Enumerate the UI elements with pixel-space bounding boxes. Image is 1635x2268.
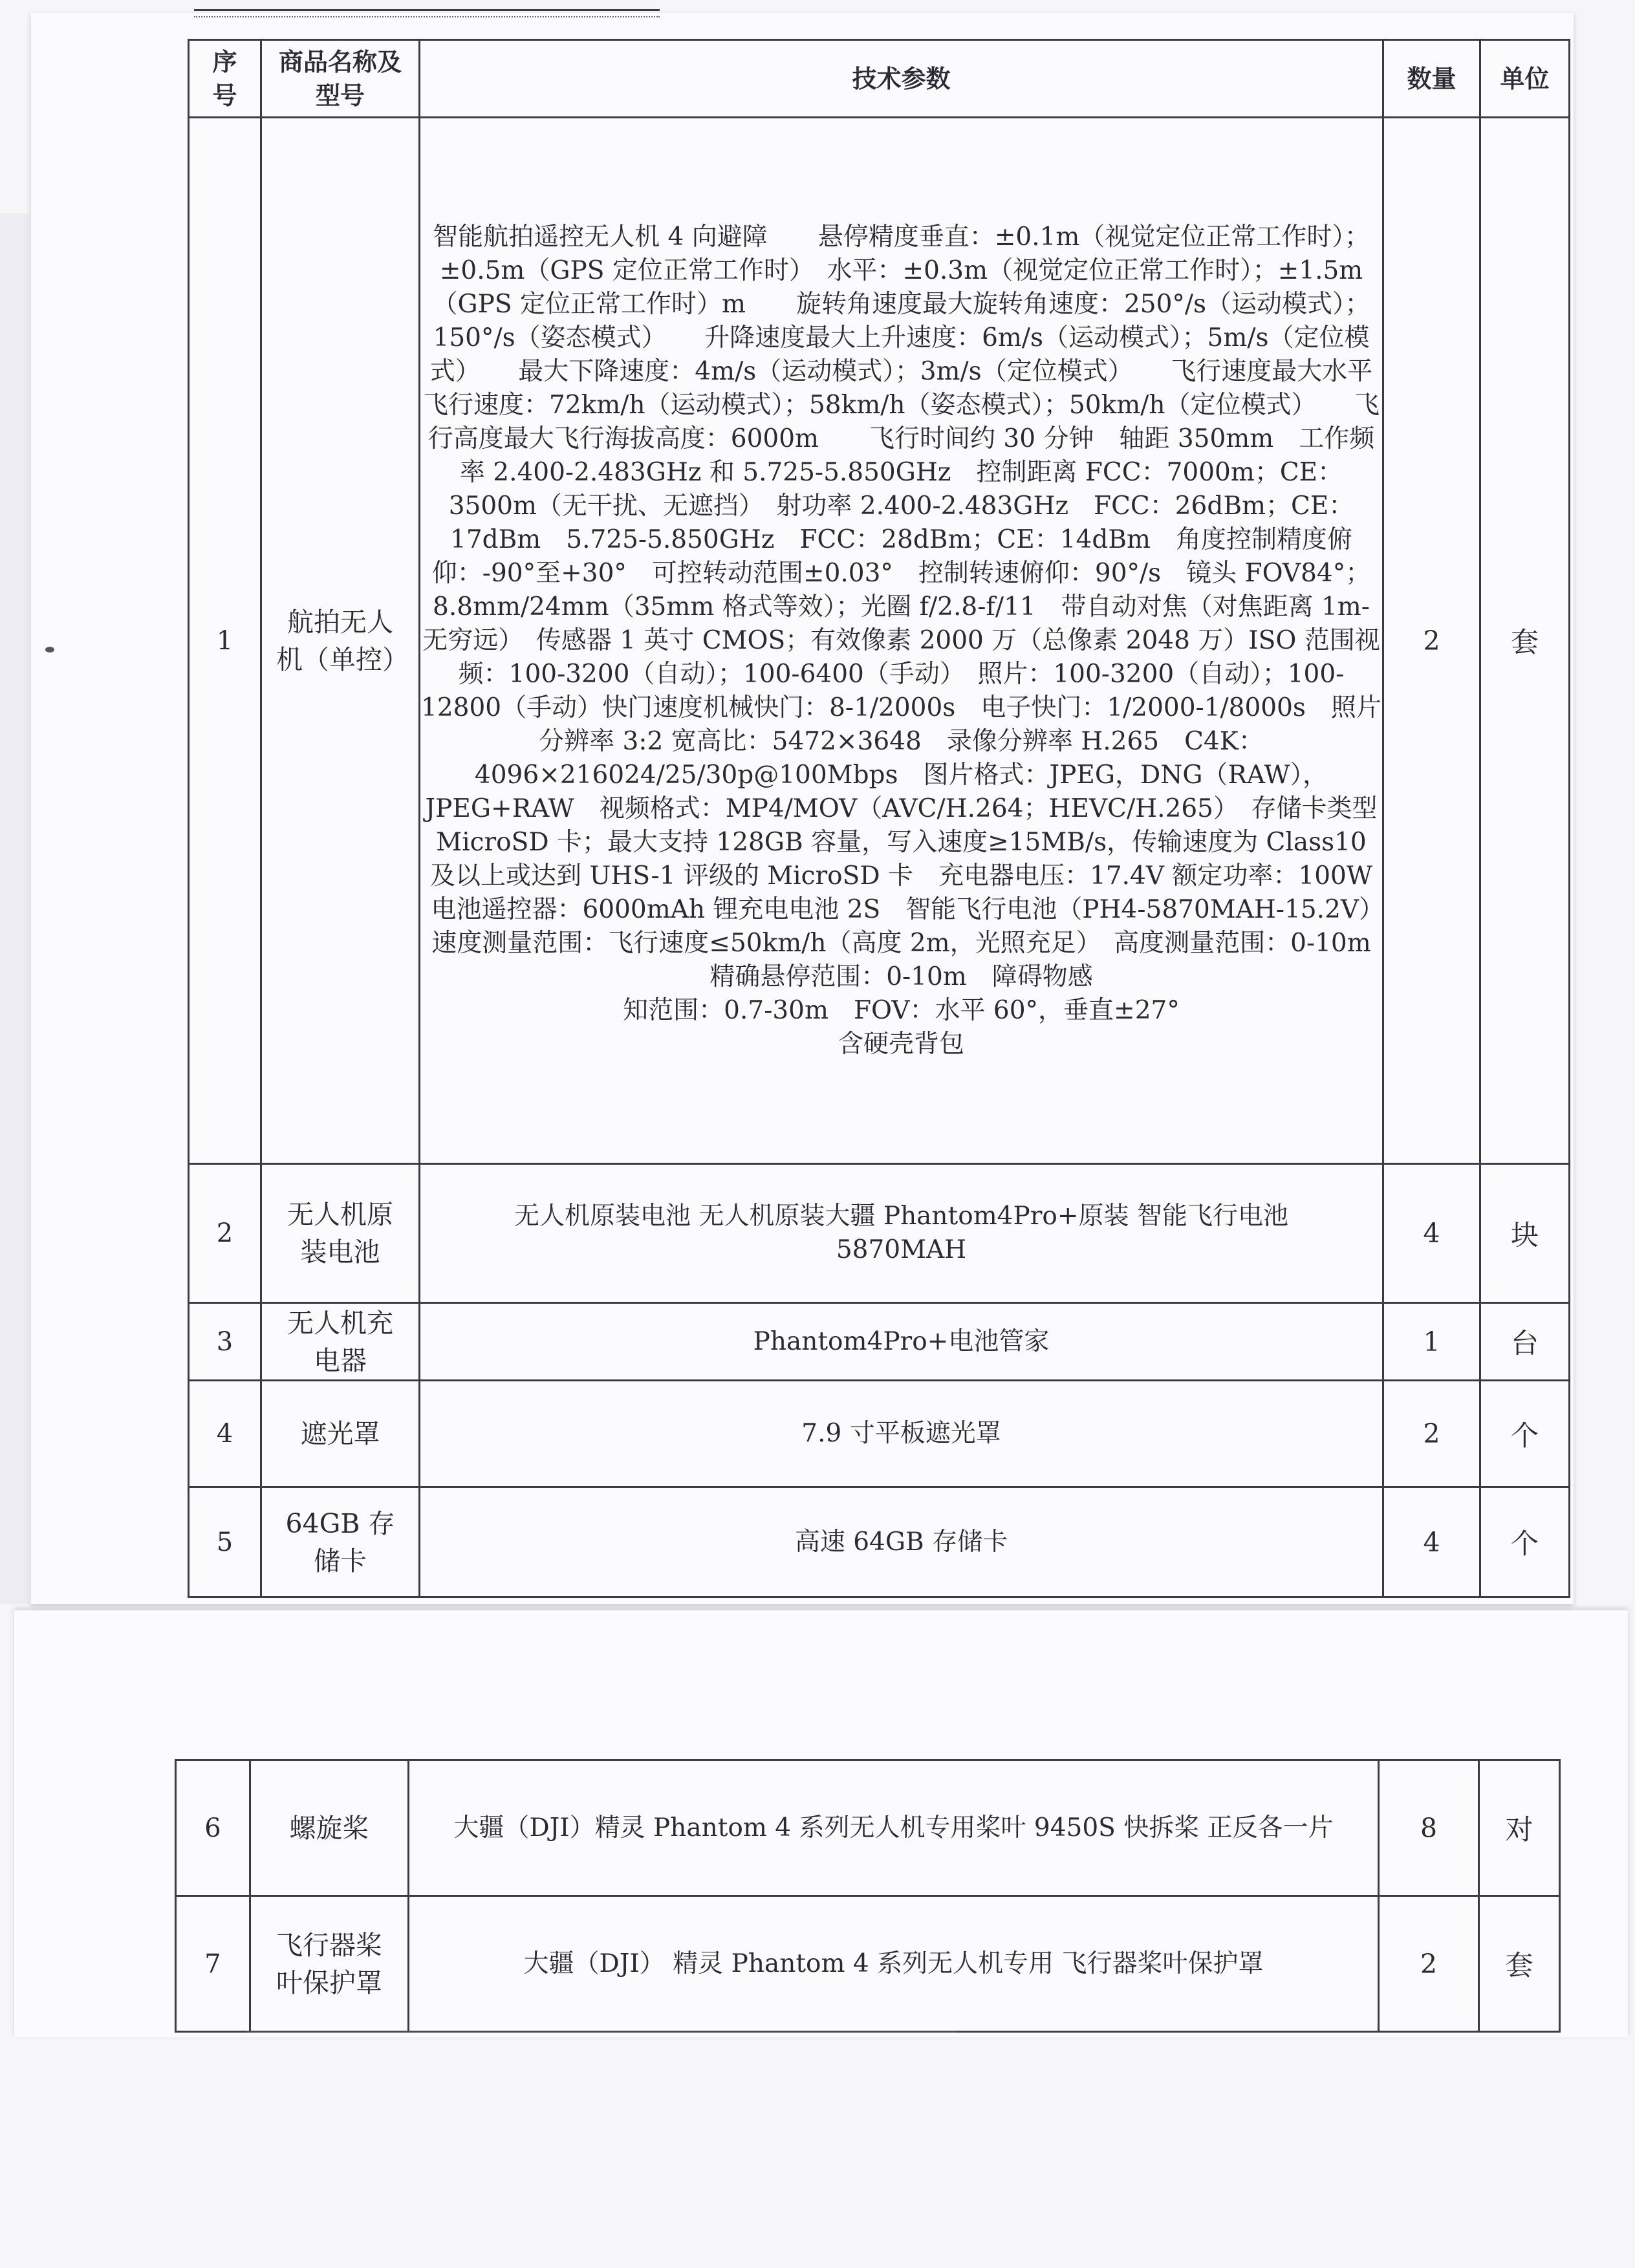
item-name: 64GB 存储卡 (261, 1487, 420, 1597)
item-unit: 套 (1480, 118, 1570, 1164)
item-no: 3 (189, 1303, 261, 1381)
item-spec: 大疆（DJI）精灵 Phantom 4 系列无人机专用桨叶 9450S 快拆桨 正反各一片 (409, 1760, 1379, 1896)
item-spec-body: 智能航拍遥控无人机 4 向避障 悬停精度垂直：±0.1m（视觉定位正常工作时）；±0.5m（GPS 定位正常工作时） 水平：±0.3m（视觉定位正常工作时）；±1.5m（GPS 定位正常工作时）m 旋转角速度最大旋转角速度：250°/s（运动模式）；150°/s（姿态模式） 升降速度最大上升速度：6m/s（运动模式）；5m/s（定位模式） 最大下降速度：4m/s（运动模式）；3m/s（定位模式） 飞行速度最大水平飞行速度：72km/h（运动模式）；58km/h（姿态模式）；50km/h（定位模式） 飞行高度最大飞行海拔高度：6000m 飞行时间约 30 分钟 轴距 350mm 工作频率 2.400-2.483GHz 和 5.725-5.850GHz 控制距离 FCC：7000m；CE：3500m（无干扰、无遮挡） 射功率 2.400-2.483GHz FCC：26dBm；CE：17dBm 5.725-5.850GHz FCC：28dBm；CE：14dBm 角度控制精度俯仰：-90°至+30° 可控转动范围±0.03° 控制转速俯仰：90°/s 镜头 FOV84°；8.8mm/24mm（35mm 格式等效）；光圈 f/2.8-f/11 带自动对焦（对焦距离 1m-无穷远） 传感器 1 英寸 CMOS；有效像素 2000 万（总像素 2048 万）ISO 范围视频：100-3200（自动）；100-6400（手动） 照片：100-3200（自动）；100-12800（手动）快门速度机械快门：8-1/2000s 电子快门：1/2000-1/8000s 照片分辨率 3:2 宽高比：5472×3648 录像分辨率 H.265 C4K：4096×216024/25/30p@100Mbps 图片格式：JPEG，DNG（RAW），JPEG+RAW 视频格式：MP4/MOV（AVC/H.264；HEVC/H.265） 存储卡类型 MicroSD 卡；最大支持 128GB 容量，写入速度≥15MB/s，传输速度为 Class10 及以上或达到 UHS-1 评级的 MicroSD 卡 充电器电压：17.4V 额定功率：100W 电池遥控器：6000mAh 锂充电电池 2S 智能飞行电池（PH4-5870MAH-15.2V） 速度测量范围：飞行速度≤50km/h（高度 2m，光照充足） 高度测量范围：0-10m 精确悬停范围：0-10m 障碍物感 (421, 222, 1398, 991)
item-spec: 高速 64GB 存储卡 (420, 1487, 1383, 1597)
header-qty: 数量 (1383, 40, 1480, 118)
item-no: 5 (189, 1487, 261, 1597)
item-name: 无人机原装电池 (261, 1164, 420, 1303)
item-spec (420, 118, 1398, 1164)
item-qty: 2 (1383, 1381, 1480, 1487)
item-spec: 无人机原装电池 无人机原装大疆 Phantom4Pro+原装 智能飞行电池 5870MAH (420, 1164, 1383, 1303)
spec-table-top (188, 39, 1570, 1598)
item-unit: 个 (1480, 1487, 1570, 1597)
item-qty: 8 (1379, 1760, 1479, 1896)
item-spec-tail: 知范围：0.7-30m FOV：水平 60°，垂直±27° (623, 995, 1180, 1025)
scan-speck (45, 647, 54, 653)
item-qty: 2 (1383, 118, 1480, 1164)
item-name: 遮光罩 (261, 1381, 420, 1487)
item-qty: 1 (1383, 1303, 1480, 1381)
table-row (176, 1896, 1560, 2032)
item-spec: 7.9 寸平板遮光罩 (420, 1381, 1383, 1487)
table-header-row (189, 40, 1570, 118)
header-spec: 技术参数 (420, 40, 1383, 118)
header-unit: 单位 (1480, 40, 1570, 118)
item-unit: 个 (1480, 1381, 1570, 1487)
item-unit: 套 (1479, 1896, 1560, 2032)
header-no: 序号 (189, 40, 261, 118)
item-qty: 4 (1383, 1487, 1480, 1597)
item-qty: 2 (1379, 1896, 1479, 2032)
item-no: 1 (189, 118, 261, 1164)
item-spec: 大疆（DJI） 精灵 Phantom 4 系列无人机专用 飞行器桨叶保护罩 (409, 1896, 1379, 2032)
item-name: 无人机充电器 (261, 1303, 420, 1381)
item-name: 航拍无人机（单控） (261, 118, 420, 1164)
table-row (189, 1164, 1570, 1303)
table-row (176, 1760, 1560, 1896)
header-name: 商品名称及型号 (261, 40, 420, 118)
item-qty: 4 (1383, 1164, 1480, 1303)
item-no: 2 (189, 1164, 261, 1303)
item-unit: 台 (1480, 1303, 1570, 1381)
table-row (189, 1303, 1570, 1381)
item-no: 6 (176, 1760, 250, 1896)
scan-edge-strip (0, 213, 29, 1604)
item-name: 飞行器桨叶保护罩 (250, 1896, 409, 2032)
item-spec: Phantom4Pro+电池管家 (420, 1303, 1383, 1381)
item-name: 螺旋桨 (250, 1760, 409, 1896)
item-unit: 块 (1480, 1164, 1570, 1303)
item-no: 7 (176, 1896, 250, 2032)
item-no: 4 (189, 1381, 261, 1487)
table-row (189, 118, 1570, 1164)
spec-table-bottom (175, 1759, 1561, 2033)
item-spec-tail: 含硬壳背包 (838, 1029, 964, 1059)
table-row (189, 1487, 1570, 1597)
table-row (189, 1381, 1570, 1487)
item-unit: 对 (1479, 1760, 1560, 1896)
cut-header-line (194, 0, 776, 26)
cut-footer-line (246, 2031, 957, 2047)
